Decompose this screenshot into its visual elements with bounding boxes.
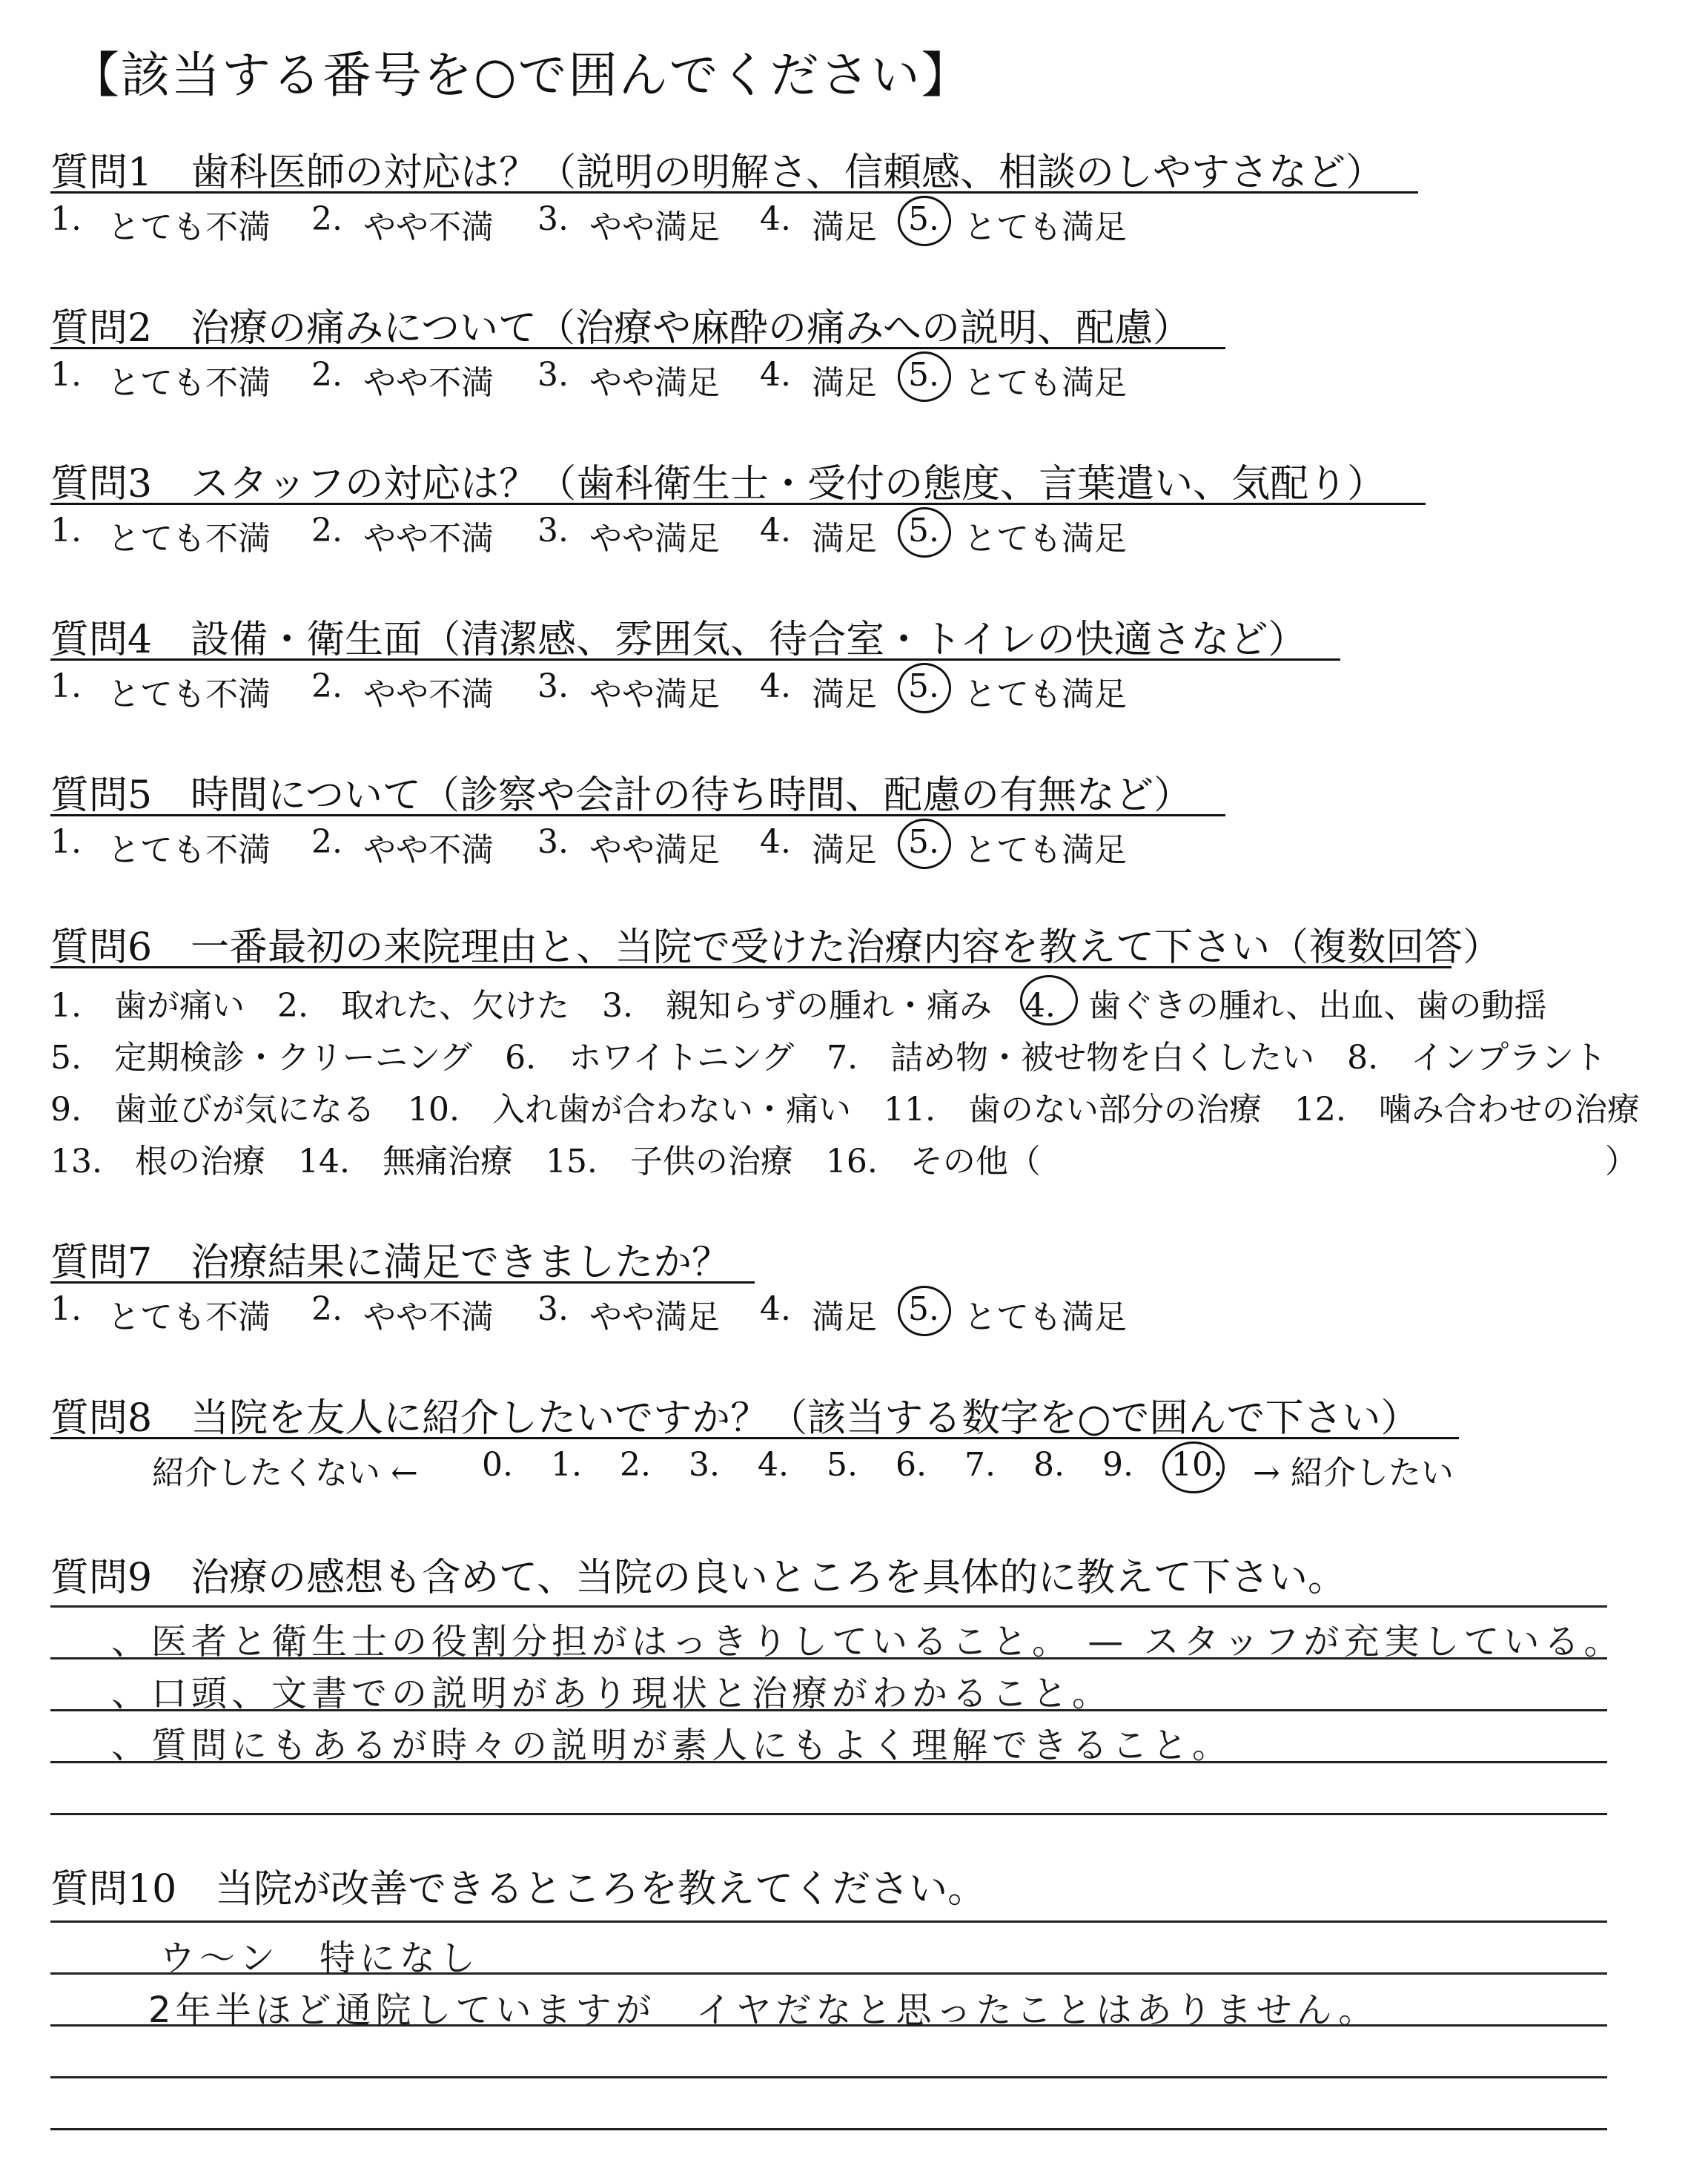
q3-option-5: やや満足	[589, 520, 720, 558]
q2-option-9: とても満足	[964, 364, 1127, 402]
q1-option-9: とても満足	[964, 208, 1127, 246]
q1-option-8: 5.	[908, 200, 939, 238]
q2-option-7: 満足	[812, 364, 877, 402]
question-8-underline	[50, 1437, 1459, 1439]
q1-option-3: やや不満	[363, 208, 494, 246]
q4-option-3: やや不満	[363, 676, 494, 713]
question-7-label: 質問7 治療結果に満足できましたか？	[50, 1241, 731, 1285]
q3-option-0: 1.	[50, 512, 82, 549]
q7-option-2: 2.	[311, 1290, 342, 1328]
q2-option-5: やや満足	[589, 364, 720, 402]
q4-option-6: 4.	[760, 667, 791, 705]
q6-row-4: 13. 根の治療 14. 無痛治療 15. 子供の治療 16. その他（	[50, 1143, 1041, 1180]
question-1-label: 質問1 歯科医師の対応は？（説明の明解さ、信頼感、相談のしやすさなど）	[50, 151, 1385, 195]
question-10-label: 質問10 当院が改善できるところを教えてください。	[50, 1867, 987, 1912]
q7-option-4: 3.	[537, 1290, 569, 1328]
q7-option-5: やや満足	[589, 1298, 720, 1336]
q5-option-2: 2.	[311, 823, 342, 861]
q9-answer-1: 、医者と衛生士の役割分担がはっきりしていること。 — スタッフが充実している。	[111, 1621, 1624, 1662]
question-5-label: 質問5 時間について（診察や会計の待ち時間、配慮の有無など）	[50, 773, 1193, 818]
q7-option-9: とても満足	[964, 1298, 1127, 1336]
q1-selected-circle	[898, 196, 951, 246]
q3-option-4: 3.	[537, 512, 569, 549]
q2-option-2: 2.	[311, 356, 342, 394]
q7-option-1: とても不満	[107, 1298, 271, 1336]
q2-option-1: とても不満	[107, 364, 271, 402]
q7-option-7: 満足	[812, 1298, 877, 1336]
q5-option-3: やや不満	[363, 831, 494, 869]
q3-option-8: 5.	[908, 512, 939, 549]
q7-option-3: やや不満	[363, 1298, 494, 1336]
q1-option-2: 2.	[311, 200, 342, 238]
question-4-label: 質問4 設備・衛生面（清潔感、雰囲気、待合室・トイレの快適さなど）	[50, 618, 1307, 662]
q4-selected-circle	[898, 663, 951, 713]
q2-option-3: やや不満	[363, 364, 494, 402]
q1-option-5: やや満足	[589, 208, 720, 246]
q8-scale-6: 6.	[896, 1446, 927, 1484]
q5-option-0: 1.	[50, 823, 82, 861]
q4-option-5: やや満足	[589, 676, 720, 713]
q9-rule-5	[50, 1813, 1607, 1815]
question-3-underline	[50, 503, 1426, 505]
q5-selected-circle	[898, 819, 951, 869]
q9-rule-1	[50, 1605, 1607, 1608]
question-1-underline	[50, 191, 1418, 194]
q4-option-1: とても不満	[107, 676, 271, 713]
question-2-underline	[50, 347, 1225, 349]
q1-option-0: 1.	[50, 200, 82, 238]
q1-option-7: 満足	[812, 208, 877, 246]
q3-option-3: やや不満	[363, 520, 494, 558]
q3-option-2: 2.	[311, 512, 342, 549]
q8-scale-4: 4.	[758, 1446, 789, 1484]
q8-scale-1: 1.	[551, 1446, 582, 1484]
q5-option-9: とても満足	[964, 831, 1127, 869]
q3-selected-circle	[898, 507, 951, 558]
q3-option-1: とても不満	[107, 520, 271, 558]
q6-row-1: 1. 歯が痛い 2. 取れた、欠けた 3. 親知らずの腫れ・痛み 4. 歯ぐきの腫れ、出血、歯の動揺	[50, 987, 1547, 1025]
q7-option-8: 5.	[908, 1290, 939, 1328]
q4-option-7: 満足	[812, 676, 877, 713]
q5-option-1: とても不満	[107, 831, 271, 869]
q7-option-0: 1.	[50, 1290, 82, 1328]
q3-option-7: 満足	[812, 520, 877, 558]
question-8-label: 質問8 当院を友人に紹介したいですか？（該当する数字を○で囲んで下さい）	[50, 1396, 1420, 1441]
q5-option-4: 3.	[537, 823, 569, 861]
q7-option-6: 4.	[760, 1290, 791, 1328]
q2-option-6: 4.	[760, 356, 791, 394]
q10-rule-1	[50, 1920, 1607, 1923]
q2-option-4: 3.	[537, 356, 569, 394]
q4-option-8: 5.	[908, 667, 939, 705]
question-5-underline	[50, 814, 1225, 816]
question-4-underline	[50, 658, 1340, 661]
q8-scale-10: 10.	[1171, 1446, 1223, 1484]
q8-scale-0: 0.	[482, 1446, 513, 1484]
q8-scale-5: 5.	[827, 1446, 858, 1484]
q6-row-2: 5. 定期検診・クリーニング 6. ホワイトニング 7. 詰め物・被せ物を白くしたい 8. インプラント	[50, 1039, 1607, 1077]
question-3-label: 質問3 スタッフの対応は？（歯科衛生士・受付の態度、言葉遣い、気配り）	[50, 462, 1386, 506]
q2-option-8: 5.	[908, 356, 939, 394]
question-6-label: 質問6 一番最初の来院理由と、当院で受けた治療内容を教えて下さい（複数回答）	[50, 925, 1502, 970]
q3-option-9: とても満足	[964, 520, 1127, 558]
form-title: 【該当する番号を○で囲んでください】	[70, 47, 972, 104]
q8-scale-2: 2.	[620, 1446, 651, 1484]
question-9-label: 質問9 治療の感想も含めて、当院の良いところを具体的に教えて下さい。	[50, 1556, 1347, 1600]
q1-option-4: 3.	[537, 200, 569, 238]
q4-option-2: 2.	[311, 667, 342, 705]
q8-scale-8: 8.	[1033, 1446, 1065, 1484]
question-6-underline	[50, 966, 1452, 968]
q6-row-3: 9. 歯並びが気になる 10. 入れ歯が合わない・痛い 11. 歯のない部分の治療 12. 噛み合わせの治療	[50, 1091, 1640, 1129]
q9-answer-3: 、質問にもあるが時々の説明が素人にもよく理解できること。	[111, 1725, 1233, 1766]
q8-selected-circle	[1162, 1441, 1225, 1493]
q10-rule-4	[50, 2076, 1607, 2078]
q5-option-6: 4.	[760, 823, 791, 861]
q3-option-6: 4.	[760, 512, 791, 549]
q2-option-0: 1.	[50, 356, 82, 394]
q8-right-label: → 紹介したい	[1253, 1454, 1454, 1492]
q6-close-paren: ）	[1605, 1143, 1638, 1180]
q10-rule-5	[50, 2128, 1607, 2130]
q4-option-9: とても満足	[964, 676, 1127, 713]
q4-option-0: 1.	[50, 667, 82, 705]
q1-option-1: とても不満	[107, 208, 271, 246]
q8-scale-7: 7.	[964, 1446, 996, 1484]
q9-answer-2: 、口頭、文書での説明があり現状と治療がわかること。	[111, 1673, 1113, 1714]
q7-selected-circle	[898, 1286, 951, 1336]
q4-option-4: 3.	[537, 667, 569, 705]
q6-selected-circle	[1020, 975, 1078, 1025]
q8-scale-9: 9.	[1102, 1446, 1133, 1484]
q1-option-6: 4.	[760, 200, 791, 238]
q8-left-label: 紹介したくない ←	[152, 1454, 418, 1492]
q10-answer-2: 2年半ほど通院していますが イヤだなと思ったことはありません。	[148, 1989, 1379, 2031]
q2-selected-circle	[898, 351, 951, 402]
question-2-label: 質問2 治療の痛みについて（治療や麻酔の痛みへの説明、配慮）	[50, 306, 1192, 351]
q5-option-5: やや満足	[589, 831, 720, 869]
q8-scale-3: 3.	[689, 1446, 720, 1484]
q5-option-8: 5.	[908, 823, 939, 861]
question-7-underline	[50, 1281, 755, 1284]
q10-answer-1: ウ〜ン 特になし	[159, 1938, 480, 1979]
q5-option-7: 満足	[812, 831, 877, 869]
